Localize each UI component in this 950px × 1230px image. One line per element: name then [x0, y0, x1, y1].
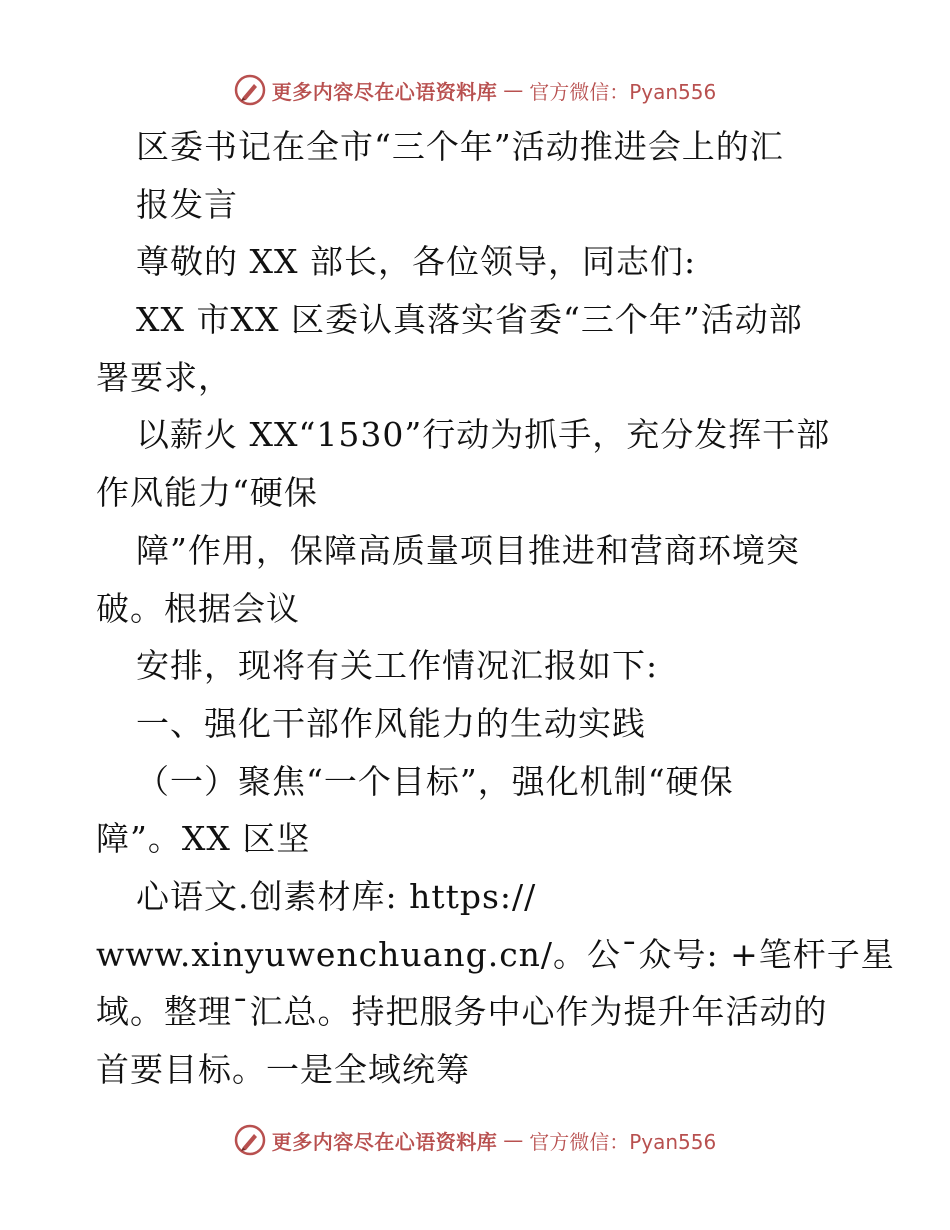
- document-line: 以薪火 XX“1530”行动为抓手，充分发挥干部: [136, 415, 831, 455]
- document-line: www.xinyuwenchuang.cn/。公¯众号: +笔杆子星: [96, 934, 895, 974]
- banner-separator: —: [503, 1128, 524, 1152]
- document-line: 安排，现将有关工作情况汇报如下:: [136, 646, 659, 686]
- document-line: 一、强化干部作风能力的生动实践: [136, 703, 646, 743]
- footer-banner: [0, 1120, 950, 1160]
- banner-wechat-text: 官方微信：Pyan556: [529, 79, 717, 104]
- document-line: 心语文.创素材库: https://: [136, 876, 537, 916]
- document-line: （一）聚焦“一个目标”，强化机制“硬保: [136, 761, 734, 801]
- document-line: 作风能力“硬保: [96, 473, 318, 513]
- pen-logo-icon: [234, 74, 266, 106]
- banner-brand-text: 更多内容尽在心语资料库: [271, 79, 498, 104]
- banner-brand-text: 更多内容尽在心语资料库: [271, 1129, 498, 1154]
- document-line: 署要求，: [96, 357, 232, 397]
- document-line: 尊敬的 XX 部长，各位领导，同志们:: [136, 242, 697, 282]
- document-line: 区委书记在全市“三个年”活动推进会上的汇: [136, 127, 784, 166]
- banner-separator: —: [503, 78, 524, 102]
- document-line: 障”作用，保障高质量项目推进和营商环境突: [136, 530, 800, 570]
- document-body: [96, 118, 895, 1099]
- document-line: 首要目标。一是全域统筹: [96, 1050, 470, 1089]
- pen-logo-icon: [234, 1124, 266, 1156]
- document-line: 域。整理¯汇总。持把服务中心作为提升年活动的: [96, 992, 828, 1032]
- document-line: 破。根据会议: [96, 588, 300, 628]
- document-line: 报发言: [136, 184, 238, 224]
- header-banner: [0, 70, 950, 110]
- document-line: XX 市XX 区委认真落实省委“三个年”活动部: [136, 300, 803, 340]
- banner-wechat-text: 官方微信：Pyan556: [529, 1129, 717, 1154]
- document-line: 障”。XX 区坚: [96, 819, 311, 859]
